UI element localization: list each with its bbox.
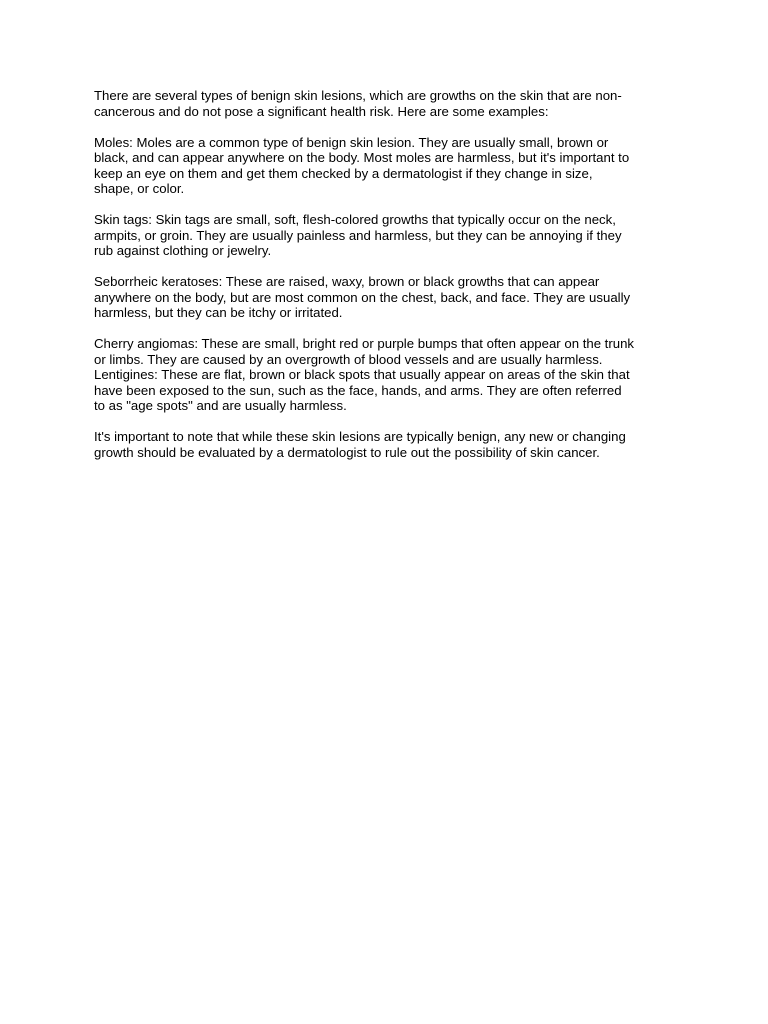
paragraph-skin-tags: Skin tags: Skin tags are small, soft, flesh-colored growths that typically occur on the neck, armpits, or groin. They are usually painless and harmless, but they can be annoying if they rub against clothing or jewelry. — [94, 212, 622, 258]
document-body — [94, 88, 684, 476]
paragraph-intro: There are several types of benign skin lesions, which are growths on the skin that are non- cancerous and do not pose a significant health risk. Here are some examples: — [94, 88, 622, 119]
paragraph-conclusion: It's important to note that while these skin lesions are typically benign, any new or changing growth should be evaluated by a dermatologist to rule out the possibility of skin cancer. — [94, 429, 626, 460]
paragraph-lentigines: Lentigines: These are flat, brown or black spots that usually appear on areas of the skin that have been exposed to the sun, such as the face, hands, and arms. They are often referred to as "age spots" and are usually harmless. — [94, 367, 630, 413]
paragraph-moles: Moles: Moles are a common type of benign skin lesion. They are usually small, brown or black, and can appear anywhere on the body. Most moles are harmless, but it's important to keep an eye on them and get them checked by a dermatologist if they change in size, shape, or color. — [94, 134, 630, 196]
paragraph-seborrheic-keratoses: Seborrheic keratoses: These are raised, waxy, brown or black growths that can appear anywhere on the body, but are most common on the chest, back, and face. They are usually harmless, but they can be itchy or irritated. — [94, 274, 631, 320]
paragraph-cherry-angiomas: Cherry angiomas: These are small, bright red or purple bumps that often appear on the trunk or limbs. They are caused by an overgrowth of blood vessels and are usually harmless. — [94, 336, 635, 367]
